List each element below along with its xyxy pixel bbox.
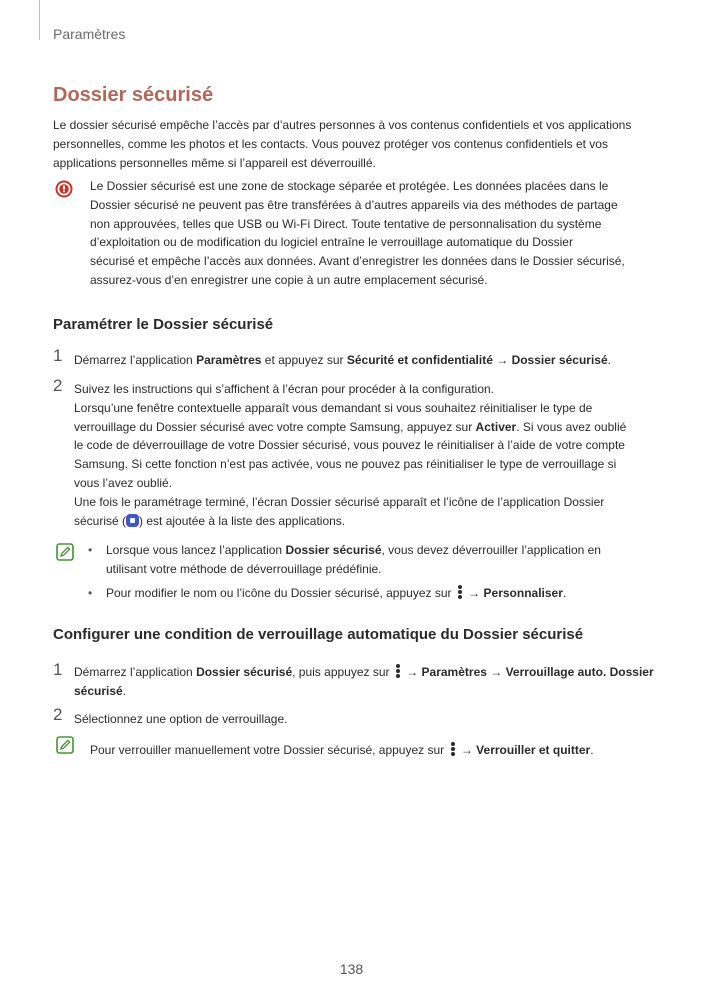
section-header: Paramètres bbox=[53, 26, 126, 42]
bullet: • bbox=[88, 586, 93, 600]
step-text: Sélectionnez une option de verrouillage. bbox=[74, 712, 288, 726]
page-number: 138 bbox=[339, 961, 364, 977]
note-icon bbox=[56, 736, 74, 754]
caution-block bbox=[90, 177, 650, 290]
step-number: 2 bbox=[53, 705, 63, 724]
section-heading: Paramétrer le Dossier sécurisé bbox=[53, 316, 274, 333]
caution-line: sécurisé et empêche l’accès aux données. Avant d’enregistrer les données dans le Dossier sécurisé, bbox=[90, 254, 625, 269]
caution-line: Le Dossier sécurisé est une zone de stockage séparée et protégée. Les données placées dans le bbox=[90, 179, 609, 193]
page-title: Dossier sécurisé bbox=[53, 84, 214, 106]
caution-line: d’exploitation ou de modification du logiciel entraîne le verrouillage automatique du Dossier bbox=[90, 235, 573, 250]
section-heading: Configurer une condition de verrouillage automatique du Dossier sécurisé bbox=[53, 626, 584, 643]
bullet: • bbox=[88, 543, 93, 557]
step-text: Démarrez l’application Dossier sécurisé, puis appuyez sur → Paramètres → Verrouillage auto. Dossier sécurisé. bbox=[74, 665, 654, 698]
caution-line: assurez-vous d’en enregistrer une copie à un autre emplacement sécurisé. bbox=[90, 272, 488, 287]
step-text: Démarrez l’application Paramètres et appuyez sur Sécurité et confidentialité → Dossier sécurisé. bbox=[74, 353, 611, 367]
step-number: 1 bbox=[53, 660, 63, 679]
intro-line: personnelles, comme les photos et les contacts. Vous pouvez protéger vos contenus confidentiels et vos bbox=[53, 136, 608, 151]
step-number: 1 bbox=[53, 346, 63, 365]
caution-line: Dossier sécurisé ne peuvent pas être transférées à d’autres appareils via des méthodes de partage bbox=[90, 197, 618, 212]
intro-paragraph bbox=[53, 116, 653, 172]
more-options-icon bbox=[457, 585, 463, 599]
intro-line: applications personnelles même si l’appareil est déverrouillé. bbox=[53, 155, 376, 170]
note-item: Pour verrouiller manuellement votre Dossier sécurisé, appuyez sur → Verrouiller et quitter. bbox=[90, 743, 594, 757]
more-options-icon bbox=[450, 742, 456, 756]
intro-line: Le dossier sécurisé empêche l’accès par d’autres personnes à vos contenus confidentiels et vos applications bbox=[53, 118, 632, 132]
note-icon bbox=[56, 543, 74, 561]
step-text: Suivez les instructions qui s’affichent à l’écran pour procéder à la configuration. Lorsqu’une fenêtre contextuelle apparaît vous demandant si vous souhaitez réinitialiser le type de verrouillage du Dossier sécurisé avec votre compte Samsung, appuyez sur Activer. Si vous avez oublié le code de déverrouillage de votre Dossier sécurisé, vous pouvez le réinitialiser à l’aide de votre compte Samsung. Si cette fonction n’est pas activée, vous ne pouvez pas réinitialiser le type de verrouillage si vous l’avez oublié. Une fois le paramétrage terminé, l’écran Dossier sécurisé apparaît et l’icône de l’application Dossier sécurisé ( ) est ajoutée à la liste des applications. bbox=[74, 382, 627, 528]
caution-line: non approuvées, telles que USB ou Wi-Fi Direct. Toute tentative de personnalisation du système bbox=[90, 216, 602, 231]
secure-folder-app-icon bbox=[126, 514, 139, 527]
note-item: Pour modifier le nom ou l’icône du Dossier sécurisé, appuyez sur → Personnaliser. bbox=[106, 586, 567, 600]
caution-icon bbox=[55, 180, 73, 198]
more-options-icon bbox=[395, 664, 401, 678]
step-number: 2 bbox=[53, 376, 63, 395]
header-rule bbox=[39, 0, 40, 40]
note-item: Lorsque vous lancez l’application Dossier sécurisé, vous devez déverrouiller l’application en utilisant votre méthode de déverrouillage prédéfinie. bbox=[106, 543, 601, 576]
